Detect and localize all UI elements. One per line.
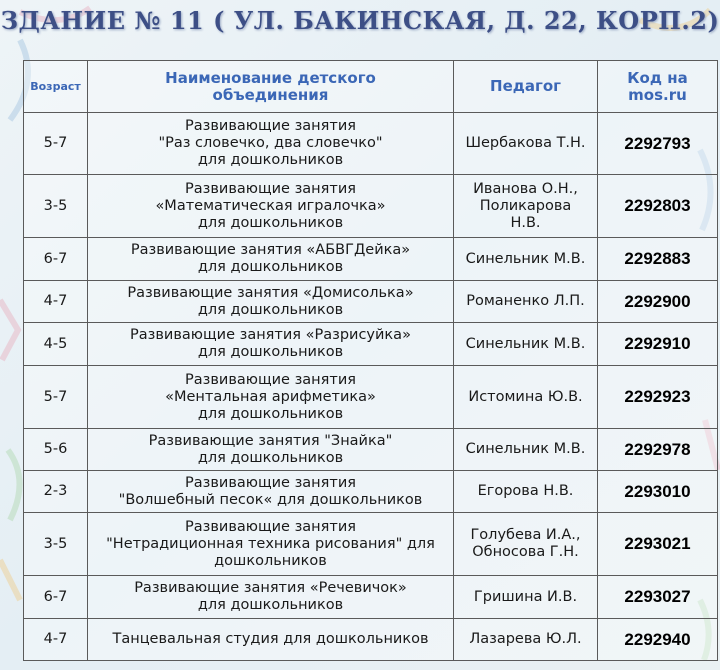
- header-name-line: Наименование детского: [165, 68, 376, 87]
- teacher-line: Егорова Н.В.: [477, 483, 574, 499]
- program-name-line: для дошкольников: [197, 301, 344, 318]
- mos-ru-code-cell: 2292978: [598, 429, 718, 471]
- teacher-cell: [454, 429, 598, 471]
- program-name-line: «Математическая игралочка»: [155, 197, 386, 214]
- program-name-cell: [88, 576, 454, 619]
- teacher-cell: [454, 238, 598, 281]
- teacher-cell: [454, 281, 598, 323]
- program-name-cell: [88, 281, 454, 323]
- program-name-line: Развивающие занятия «АБВГДейка»: [130, 242, 411, 258]
- table-row: [24, 113, 718, 175]
- program-name-line: "Волшебный песок« для дошкольников: [118, 491, 423, 508]
- age-cell: 3-5: [24, 513, 88, 576]
- program-name-cell: [88, 513, 454, 576]
- program-name-line: "Нетрадиционная техника рисования" для: [106, 535, 435, 552]
- age-cell: 4-7: [24, 281, 88, 323]
- teacher-line: Иванова О.Н.,: [473, 180, 578, 197]
- mos-ru-code-cell: 2292923: [598, 366, 718, 429]
- table-row: [24, 238, 718, 281]
- age-cell: 3-5: [24, 175, 88, 238]
- program-name-line: Развивающие занятия «Разрисуйка»: [130, 327, 411, 343]
- age-cell: 4-5: [24, 323, 88, 366]
- program-name-line: Развивающие занятия: [185, 118, 356, 134]
- teacher-line: Поликарова: [479, 197, 572, 214]
- teacher-line: Обносова Г.Н.: [472, 544, 579, 560]
- program-name-line: для дошкольников: [197, 405, 344, 422]
- program-name-line: Танцевальная студия для дошкольников: [112, 631, 429, 647]
- schedule-table: [23, 60, 718, 661]
- table-row: [24, 429, 718, 471]
- teacher-line: Романенко Л.П.: [466, 293, 585, 309]
- table-header-row: [24, 61, 718, 113]
- mos-ru-code-cell: 2292803: [598, 175, 718, 238]
- program-name-cell: [88, 366, 454, 429]
- mos-ru-code-cell: 2293010: [598, 471, 718, 513]
- header-name: [88, 61, 454, 113]
- teacher-line: Н.В.: [510, 214, 541, 231]
- header-age: Возраст: [24, 61, 88, 113]
- table-row: [24, 175, 718, 238]
- table-row: [24, 576, 718, 619]
- program-name-line: дошкольников: [214, 552, 327, 569]
- teacher-cell: [454, 175, 598, 238]
- age-cell: 6-7: [24, 238, 88, 281]
- table-row: [24, 619, 718, 661]
- page-title: ЗДАНИЕ № 11 ( УЛ. БАКИНСКАЯ, Д. 22, КОРП.2): [0, 6, 720, 35]
- mos-ru-code-cell: 2292900: [598, 281, 718, 323]
- program-name-line: Развивающие занятия: [185, 180, 356, 197]
- mos-ru-code-cell: 2292883: [598, 238, 718, 281]
- teacher-line: Гришина И.В.: [473, 588, 578, 605]
- program-name-cell: [88, 323, 454, 366]
- age-cell: 2-3: [24, 471, 88, 513]
- teacher-line: Голубева И.А.,: [470, 527, 581, 543]
- age-cell: 6-7: [24, 576, 88, 619]
- mos-ru-code-cell: 2292940: [598, 619, 718, 661]
- program-name-line: Развивающие занятия "Знайка": [148, 432, 393, 449]
- header-code-line: mos.ru: [628, 85, 687, 104]
- program-name-cell: [88, 429, 454, 471]
- teacher-cell: [454, 576, 598, 619]
- table-row: [24, 366, 718, 429]
- header-teacher: Педагог: [454, 61, 598, 113]
- age-cell: 5-6: [24, 429, 88, 471]
- mos-ru-code-cell: 2292910: [598, 323, 718, 366]
- program-name-cell: [88, 471, 454, 513]
- program-name-line: для дошкольников: [197, 449, 344, 466]
- teacher-line: Синельник М.В.: [465, 441, 586, 457]
- mos-ru-code-cell: 2293021: [598, 513, 718, 576]
- program-name-line: для дошкольников: [197, 597, 344, 613]
- table-row: [24, 513, 718, 576]
- age-cell: 4-7: [24, 619, 88, 661]
- table-row: [24, 323, 718, 366]
- teacher-cell: [454, 323, 598, 366]
- program-name-cell: [88, 113, 454, 175]
- program-name-line: Развивающие занятия: [185, 518, 356, 535]
- header-code: [598, 61, 718, 113]
- mos-ru-code-cell: 2292793: [598, 113, 718, 175]
- program-name-line: для дошкольников: [197, 152, 344, 168]
- program-name-line: для дошкольников: [197, 214, 344, 231]
- teacher-cell: [454, 471, 598, 513]
- program-name-line: Развивающие занятия: [185, 474, 356, 491]
- program-name-cell: [88, 619, 454, 661]
- age-cell: 5-7: [24, 113, 88, 175]
- teacher-line: Шербакова Т.Н.: [465, 135, 586, 151]
- program-name-line: для дошкольников: [197, 259, 344, 275]
- program-name-line: Развивающие занятия «Домисолька»: [127, 284, 414, 301]
- table-row: [24, 281, 718, 323]
- table-row: [24, 471, 718, 513]
- program-name-cell: [88, 238, 454, 281]
- program-name-line: «Ментальная арифметика»: [165, 388, 376, 405]
- teacher-cell: [454, 513, 598, 576]
- header-name-line: объединения: [212, 85, 329, 104]
- program-name-cell: [88, 175, 454, 238]
- header-code-line: Код на: [627, 68, 688, 87]
- program-name-line: Развивающие занятия: [185, 371, 356, 388]
- teacher-line: Синельник М.В.: [465, 335, 586, 352]
- mos-ru-code-cell: 2293027: [598, 576, 718, 619]
- age-cell: 5-7: [24, 366, 88, 429]
- program-name-line: для дошкольников: [197, 344, 344, 360]
- program-name-line: Развивающие занятия «Речевичок»: [134, 580, 407, 596]
- teacher-line: Истомина Ю.В.: [468, 388, 583, 405]
- teacher-cell: [454, 366, 598, 429]
- teacher-cell: [454, 113, 598, 175]
- teacher-line: Лазарева Ю.Л.: [469, 631, 582, 647]
- teacher-cell: [454, 619, 598, 661]
- teacher-line: Синельник М.В.: [465, 250, 586, 267]
- program-name-line: "Раз словечко, два словечко": [158, 135, 383, 151]
